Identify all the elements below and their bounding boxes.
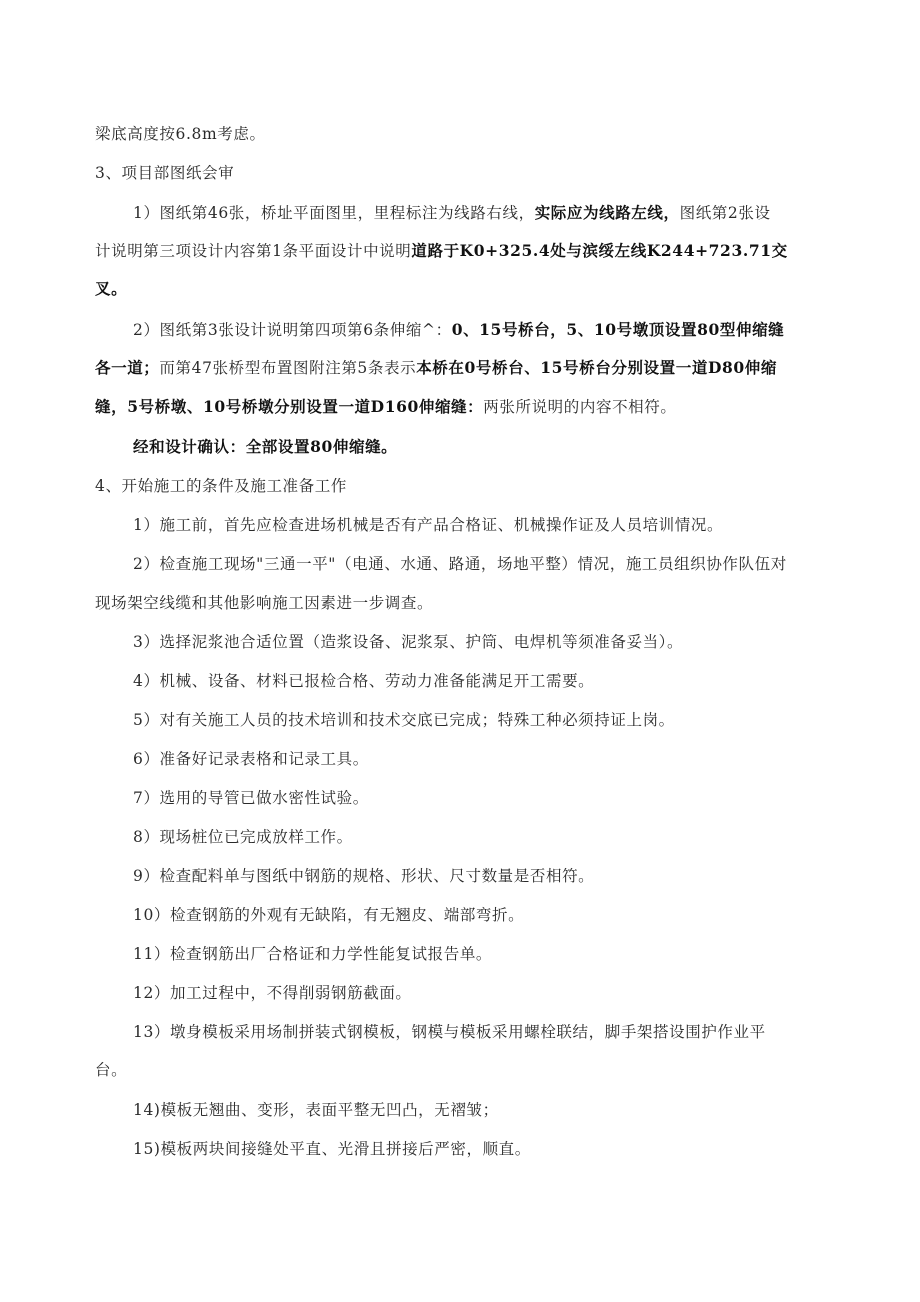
text-line: [95, 1058, 127, 1082]
line-segment-bold: 0、15号桥台，5、10号墩顶设置80型伸缩缝: [451, 320, 785, 339]
text-line: [133, 708, 675, 732]
line-segment: 15)模板两块间接缝处平直、光滑且拼接后严密，顺直。: [133, 1140, 531, 1158]
line-segment: 13）墩身模板采用场制拼装式钢模板，钢模与模板采用螺栓联结，脚手架搭设围护作业平: [133, 1023, 766, 1041]
line-segment: 3、项目部图纸会审: [95, 164, 235, 182]
line-segment: 9）检查配料单与图纸中钢筋的规格、形状、尺寸数量是否相符。: [133, 867, 595, 885]
line-segment-bold: 本桥在0号桥台、15号桥台分别设置一道D80伸缩: [416, 358, 777, 377]
text-line: [133, 201, 771, 225]
line-segment: 10）检查钢筋的外观有无缺陷，有无翘皮、端部弯折。: [133, 906, 525, 924]
text-line: [95, 591, 433, 615]
text-line: [133, 786, 369, 810]
text-line: [95, 239, 788, 263]
line-segment: 11）检查钢筋出厂合格证和力学性能复试报告单。: [133, 945, 493, 963]
line-segment-bold: 各一道；: [95, 358, 160, 377]
text-line: [95, 395, 676, 419]
text-line: [133, 552, 787, 576]
text-line: [133, 1098, 499, 1122]
line-segment: 两张所说明的内容不相符。: [483, 398, 677, 416]
text-line: [133, 942, 492, 966]
line-segment: 8）现场桩位已完成放样工作。: [133, 828, 353, 846]
line-segment-bold: 经和设计确认：全部设置80伸缩缝。: [133, 437, 398, 456]
text-line: [133, 513, 723, 537]
text-line: [133, 747, 369, 771]
text-line: [95, 122, 266, 146]
line-segment: 图纸第2张设: [679, 204, 771, 222]
line-segment: 梁底高度按6.8m考虑。: [95, 125, 266, 143]
line-segment: 台。: [95, 1061, 128, 1079]
line-segment: 1）图纸第46张，桥址平面图里，里程标注为线路右线，: [133, 204, 535, 222]
text-line: [133, 630, 683, 654]
section-heading: [95, 161, 234, 185]
line-segment: 计说明第三项设计内容第1条平面设计中说明: [95, 242, 412, 260]
line-segment: 4）机械、设备、材料已报检合格、劳动力准备能满足开工需要。: [133, 672, 595, 690]
text-line: [133, 435, 397, 459]
line-segment: 5）对有关施工人员的技术培训和技术交底已完成；特殊工种必须持证上岗。: [133, 711, 675, 729]
line-segment: 而第47张桥型布置图附注第5条表示: [159, 359, 417, 377]
text-line: [95, 356, 777, 380]
line-segment-bold: 叉。: [95, 279, 128, 298]
line-segment-bold: 道路于K0+325.4处与滨绥左线K244+723.71交: [411, 241, 788, 260]
line-segment: 14)模板无翘曲、变形，表面平整无凹凸，无褶皱；: [133, 1101, 499, 1119]
line-segment: 4、开始施工的条件及施工准备工作: [95, 477, 347, 495]
line-segment: 现场架空线缆和其他影响施工因素进一步调查。: [95, 594, 434, 612]
text-line: [133, 981, 412, 1005]
line-segment-bold: 实际应为线路左线，: [534, 203, 680, 222]
line-segment-bold: 缝，5号桥墩、10号桥墩分别设置一道D160伸缩缝：: [95, 397, 484, 416]
text-line: [133, 669, 594, 693]
line-segment: 2）图纸第3张设计说明第四项第6条伸缩^：: [133, 321, 452, 339]
line-segment: 12）加工过程中，不得削弱钢筋截面。: [133, 984, 412, 1002]
section-heading: [95, 474, 347, 498]
text-line: [133, 1020, 766, 1044]
line-segment: 7）选用的导管已做水密性试验。: [133, 789, 369, 807]
text-line: [133, 825, 353, 849]
line-segment: 2）检查施工现场"三通一平"（电通、水通、路通，场地平整）情况，施工员组织协作队伍对: [133, 555, 787, 573]
text-line: [133, 903, 524, 927]
text-line: [95, 277, 127, 301]
text-line: [133, 1137, 531, 1161]
line-segment: 1）施工前，首先应检查进场机械是否有产品合格证、机械操作证及人员培训情况。: [133, 516, 724, 534]
line-segment: 3）选择泥浆池合适位置（造浆设备、泥浆泵、护筒、电焊机等须准备妥当）。: [133, 633, 684, 651]
text-line: [133, 318, 784, 342]
line-segment: 6）准备好记录表格和记录工具。: [133, 750, 369, 768]
text-line: [133, 864, 594, 888]
